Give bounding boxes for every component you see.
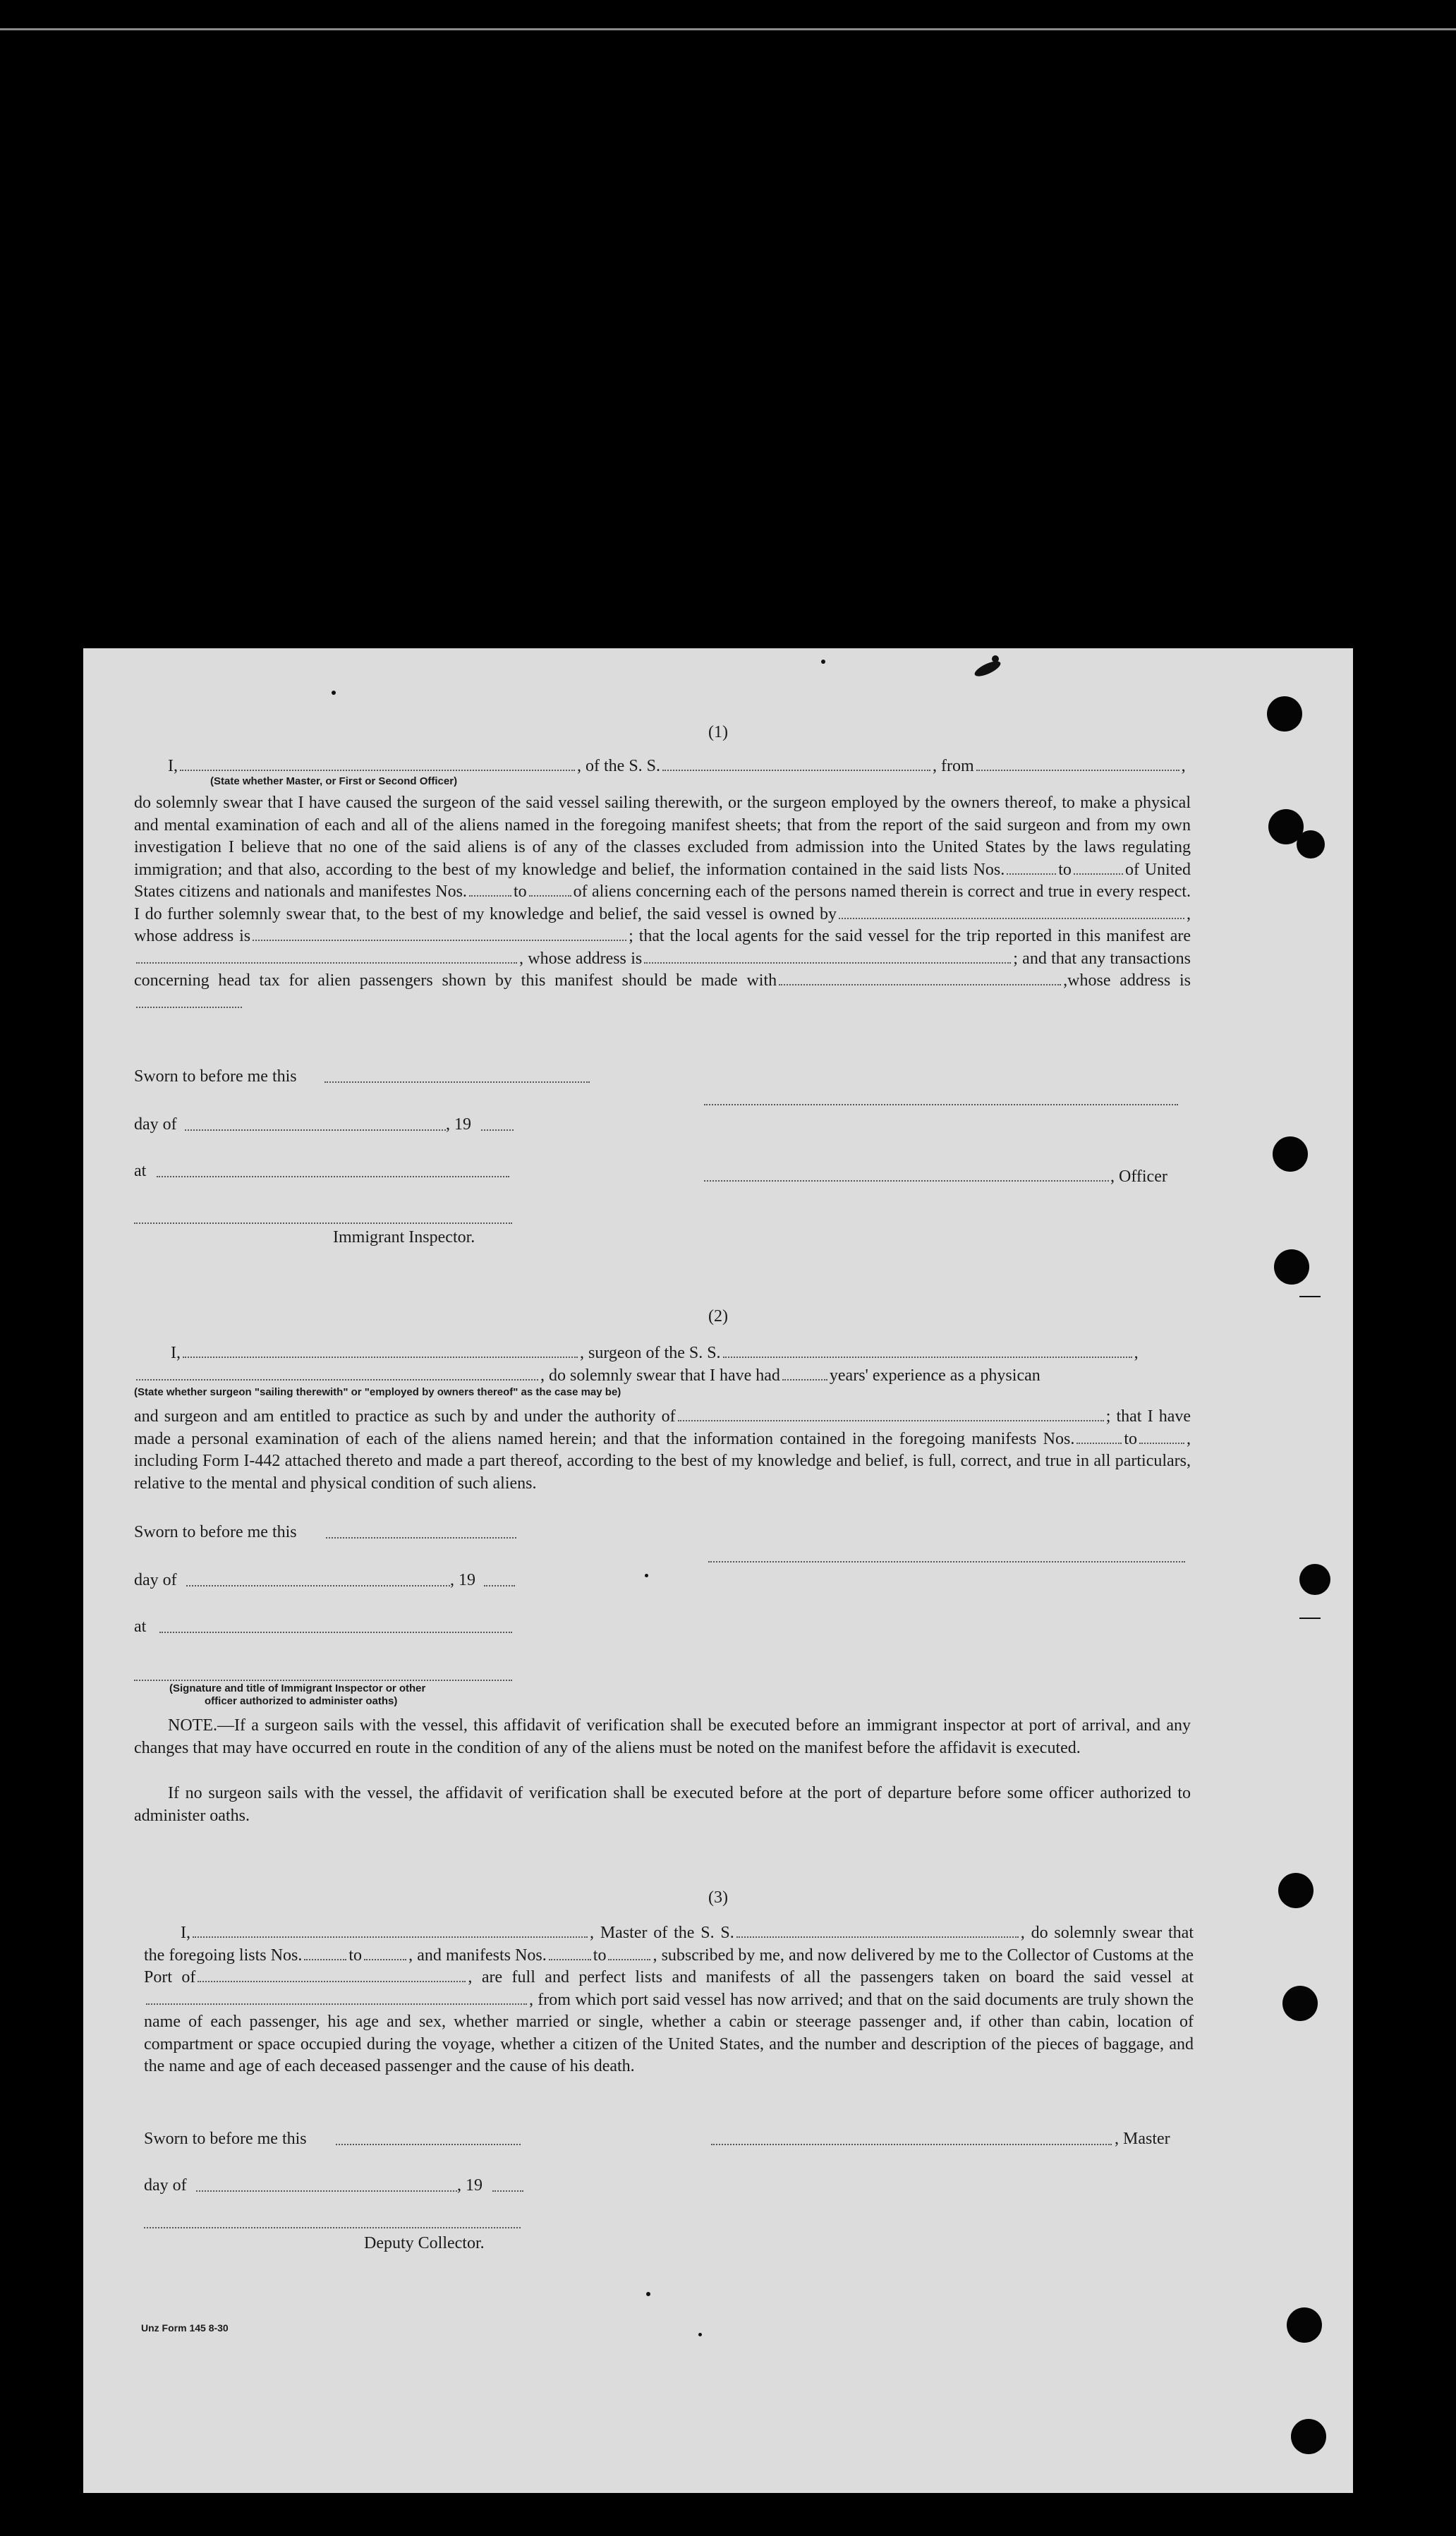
s2-sworn-field (326, 1536, 516, 1539)
s1-inspector-label: Immigrant Inspector. (333, 1228, 475, 1246)
s2-day-label: day of (134, 1571, 177, 1589)
s2-signature-line (708, 1560, 1185, 1563)
s2-sworn-label: Sworn to before me this (134, 1523, 297, 1541)
s1-officer-signature (704, 1179, 1109, 1182)
section-3-heading: (3) (708, 1888, 728, 1907)
ink-speck (646, 2292, 650, 2296)
binder-hole (1287, 2307, 1322, 2343)
s3-affidavit-body: I, , Master of the S. S. , do solemnly swear that the foregoing lists Nos. to , and manifests Nos. to , subscribed by me, and now delivered by me to the Collector of Customs at the Port of , are full and perfect lists and manifests of all the passengers taken on board the said vessel at, from which port said vessel has now arrived; and that on the said documents are truly shown the name of each passenger, his age and sex, whether married or single, whether a cabin or steerage passenger and, if other than cabin, location of compartment or space occupied during the voyage, whether a citizen of the United States, and the number and description of the pieces of baggage, and the name and age of each deceased passenger and the cause of his death. (144, 1924, 1194, 2075)
s2-year-label: , 19 (450, 1571, 475, 1589)
s1-at-field (157, 1175, 509, 1177)
s1-officer-label: , Officer (1110, 1167, 1167, 1186)
edge-mark (1299, 1296, 1321, 1297)
ink-speck (332, 691, 336, 695)
s3-sworn-label: Sworn to before me this (144, 2130, 307, 2148)
ink-speck (698, 2333, 702, 2336)
s2-surgeon-line: I, , surgeon of the S. S. , (171, 1344, 1139, 1362)
ink-speck (821, 660, 825, 664)
ink-speck (645, 1574, 648, 1577)
binder-hole (1291, 2419, 1326, 2454)
s2-at-field (159, 1630, 512, 1633)
s1-affidavit-body: do solemnly swear that I have caused the surgeon of the said vessel sailing therewith, or the surgeon employed by the owners thereof, to make a physical and mental examination of each and all of the aliens named in the foregoing manifest sheets; that from the report of the said surgeon and from my own investigation I believe that no one of the said aliens is of any of the classes excluded from admission into the United States by the laws regulating immigration; and that also, according to the best of my knowledge and belief, the information contained in the said lists Nos. to of United States citizens and nationals and manifestes Nos. to of aliens concerning each of the persons named therein is correct and true in every respect. I do further solemnly swear that, to the best of my knowledge and belief, the said vessel is owned by , whose address is ; that the local agents for the said vessel for the trip reported in this manifest are, whose address is ; and that any transactions concerning head tax for alien passengers shown by this manifest should be made with ,whose address is (134, 792, 1191, 1014)
s1-day-field (185, 1128, 446, 1131)
s1-year-label: , 19 (446, 1115, 471, 1134)
s3-year-field (492, 2189, 523, 2192)
s3-master-signature (711, 2142, 1112, 2145)
s2-surgeon-note: (State whether surgeon "sailing therewith" or "employed by owners thereof" as the case may be) (134, 1386, 621, 1398)
s3-sworn-field (336, 2142, 521, 2145)
binder-hole (1282, 1986, 1318, 2021)
s2-affidavit-body: and surgeon and am entitled to practice as such by and under the authority of ; that I have made a personal examination of each of the aliens named herein; and that the information contained in the foregoing manifests Nos. to , including Form I-442 attached thereto and made a part thereof, according to the best of my knowledge and belief, is full, correct, and true in all particulars, relative to the mental and physical condition of such aliens. (134, 1407, 1191, 1493)
s1-day-label: day of (134, 1115, 177, 1134)
s2-note-paragraph-2: If no surgeon sails with the vessel, the affidavit of verification shall be executed before at the port of departure before some officer authorized to administer oaths. (134, 1784, 1191, 1825)
binder-hole (1299, 1564, 1330, 1595)
ink-speck (992, 655, 999, 662)
s2-at-label: at (134, 1618, 147, 1636)
s1-signature-line (704, 1103, 1178, 1105)
binder-hole (1297, 830, 1325, 859)
s1-at-label: at (134, 1162, 147, 1180)
scan-top-border (0, 28, 1456, 30)
s1-sworn-label: Sworn to before me this (134, 1067, 297, 1086)
ink-speck (973, 658, 1002, 679)
section-1-heading: (1) (708, 723, 728, 741)
s2-note-paragraph: NOTE.—If a surgeon sails with the vessel, this affidavit of verification shall be executed before an immigrant inspector at port of arrival, and any changes that may have occurred en route in the condition of any of the aliens must be noted on the manifest before the affidavit is executed. (134, 1716, 1191, 1757)
s1-year-field (481, 1128, 514, 1131)
s2-sig-note-1: (Signature and title of Immigrant Inspector or other (169, 1682, 426, 1694)
s3-collector-line (144, 2226, 521, 2228)
s3-year-label: , 19 (457, 2176, 483, 2195)
s2-year-field (484, 1584, 515, 1586)
binder-hole (1274, 1249, 1309, 1285)
binder-hole (1273, 1136, 1308, 1172)
form-number: Unz Form 145 8-30 (141, 2322, 229, 2334)
s3-collector-label: Deputy Collector. (364, 2234, 485, 2252)
section-2-heading: (2) (708, 1307, 728, 1325)
manifest-form-page (83, 648, 1353, 2493)
s2-experience-line: , do solemnly swear that I have had years' experience as a physican (134, 1365, 1191, 1388)
s1-inspector-line (134, 1221, 512, 1224)
s2-inspector-signature (134, 1678, 512, 1681)
s1-sworn-field (324, 1080, 590, 1083)
s3-master-label: , Master (1115, 2130, 1170, 2148)
s1-officer-note: (State whether Master, or First or Second Officer) (210, 775, 458, 787)
s3-day-field (196, 2189, 457, 2192)
s1-officer-line: I, , of the S. S. , from , (168, 757, 1186, 775)
edge-mark (1299, 1618, 1321, 1619)
s3-day-label: day of (144, 2176, 187, 2195)
s2-day-field (186, 1584, 450, 1586)
s2-sig-note-2: officer authorized to administer oaths) (205, 1695, 398, 1707)
